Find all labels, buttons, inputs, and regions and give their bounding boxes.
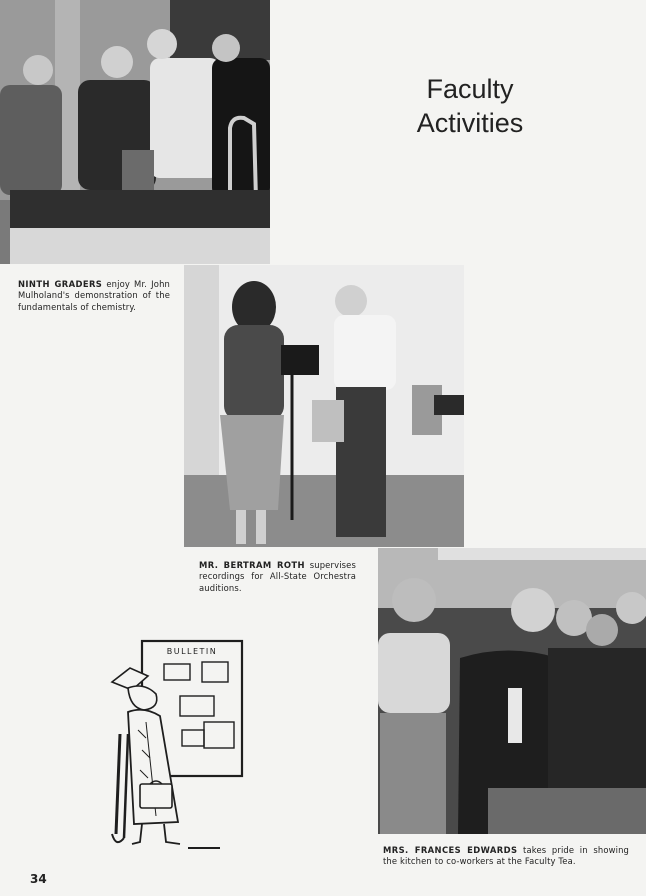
page-title	[380, 72, 560, 140]
orchestra-caption	[199, 560, 356, 594]
faculty-tea-caption	[383, 845, 629, 868]
chemistry-caption	[18, 279, 170, 313]
orchestra-caption-body: supervises recordings for All-State Orchestra auditions.	[199, 560, 356, 593]
orchestra-caption-lead: MR. BERTRAM ROTH	[199, 560, 305, 570]
faculty-tea-caption-body: takes pride in showing the kitchen to co-workers at the Faculty Tea.	[383, 845, 629, 867]
bulletin-cartoon	[98, 638, 258, 853]
faculty-tea-photo	[378, 548, 646, 834]
faculty-tea-caption-lead: MRS. FRANCES EDWARDS	[383, 845, 518, 855]
page-number: 34	[30, 872, 47, 886]
orchestra-photo	[184, 265, 464, 547]
bulletin-label: BULLETIN	[166, 647, 218, 656]
chemistry-caption-lead: NINTH GRADERS	[18, 279, 103, 289]
title-line-1: Faculty	[426, 74, 514, 104]
chemistry-photo	[0, 0, 270, 264]
title-line-2: Activities	[416, 108, 524, 138]
chemistry-caption-body: enjoy Mr. John Mulholand's demonstration of the fundamentals of chemistry.	[18, 279, 170, 312]
